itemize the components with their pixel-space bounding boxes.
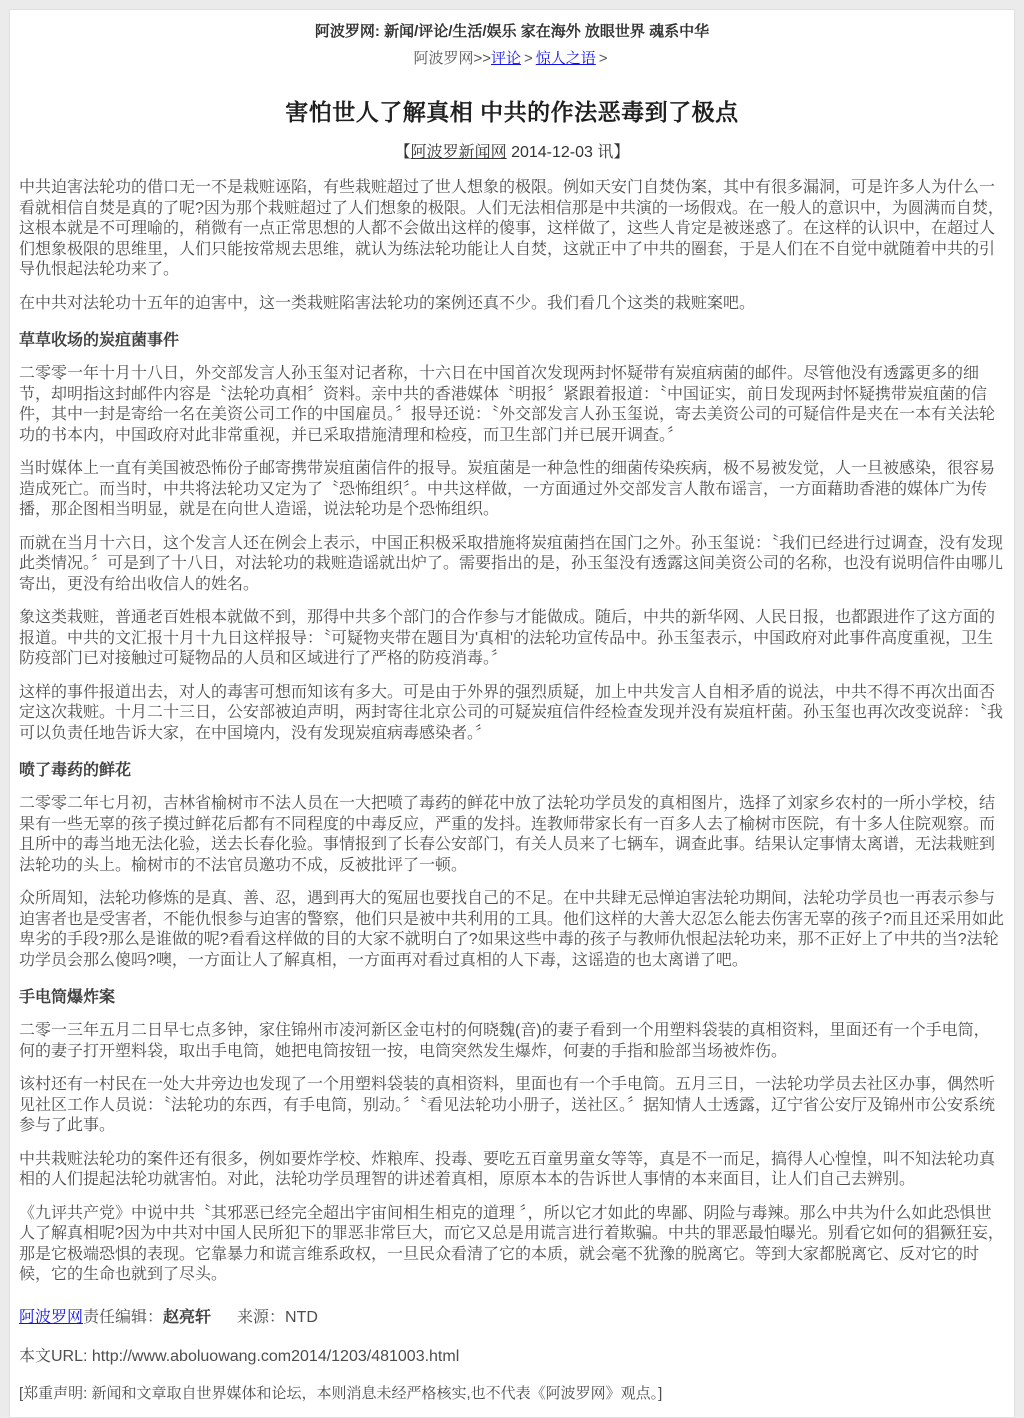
- byline: [19, 139, 1005, 162]
- article-paragraph: 当时媒体上一直有美国被恐怖份子邮寄携带炭疽菌信件的报导。炭疽菌是一种急性的细菌传染疾病，极不易被发觉，人一旦被感染，很容易造成死亡。而当时，中共将法轮功又定为了〝恐怖组织〞。中共这样做，一方面通过外交部发言人散布谣言，一方面藉助香港的媒体广为传播，那企图相当明显，就是在向世人造谣，说法轮功是个恐怖组织。: [19, 460, 996, 518]
- article-paragraph: 《九评共产党》中说中共〝其邪恶已经完全超出宇宙间相生相克的道理 〞，所以它才如此的卑鄙、阴险与毒辣。那么中共为什么如此恐惧世人了解真相呢?因为中共对中国人民所犯下的罪恶非常巨大，而它又总是用谎言进行着欺骗。中共的罪恶最怕曝光。别看它如何的猖獗狂妄，那是它极端恐惧的表现。它靠暴力和谎言维系政权，一旦民众看清了它的本质，就会毫不犹豫的脱离它。等到大家都脱离它、反对它的时候，它的生命也就到了尽头。: [19, 1204, 1004, 1283]
- source-label: 来源：NTD: [237, 1308, 318, 1326]
- breadcrumb-separator: >: [598, 50, 608, 67]
- article-body: [19, 178, 1005, 1286]
- section-heading-flashlight: 手电筒爆炸案: [19, 989, 116, 1006]
- breadcrumb: [19, 47, 1005, 68]
- footer-site-link[interactable]: 阿波罗网: [19, 1308, 84, 1326]
- article-paragraph: 在中共对法轮功十五年的迫害中，这一类栽赃陷害法轮功的案例还真不少。我们看几个这类的栽赃案吧。: [19, 294, 756, 312]
- editor-line: [19, 1304, 1005, 1327]
- byline-source-link[interactable]: 阿波罗新闻网: [410, 144, 507, 161]
- byline-bracket-close: 】: [613, 144, 630, 161]
- disclaimer: [郑重声明: 新闻和文章取自世界媒体和论坛，本则消息未经严格核实,也不代表《阿波罗网》观点。]: [19, 1384, 663, 1402]
- editor-name: 赵亮轩: [163, 1308, 212, 1326]
- breadcrumb-link-category[interactable]: 评论: [490, 50, 521, 67]
- article-paragraph: 众所周知，法轮功修炼的是真、善、忍，遇到再大的冤屈也要找自己的不足。在中共肆无忌惮迫害法轮功期间，法轮功学员也一再表示参与迫害者也是受害者，不能仇恨参与迫害的警察，他们只是被中共利用的工具。他们这样的大善大忍怎么能去伤害无辜的孩子?而且还采用如此卑劣的手段?那么是谁做的呢?看看这样做的目的大家不就明白了?如果这些中毒的孩子与教师仇恨起法轮功来，那不正好上了中共的当?法轮功学员会那么傻吗?噢，一方面让人了解真相，一方面再对看过真相的人下毒，这谣造的也太离谱了吧。: [19, 890, 1004, 969]
- article-url: 本文URL: http://www.aboluowang.com2014/1203/481003.html: [19, 1347, 460, 1365]
- site-title: 阿波罗网: 新闻/评论/生活/娱乐 家在海外 放眼世界 魂系中华: [314, 23, 710, 40]
- article-paragraph: 这样的事件报道出去，对人的毒害可想而知该有多大。可是由于外界的强烈质疑，加上中共发言人自相矛盾的说法，中共不得不再次出面否定这次栽赃。十月二十三日，公安部被迫声明，两封寄往北京公司的可疑炭疽信件经检查发现并没有炭疽杆菌。孙玉玺也再次改变说辞：〝我可以负责任地告诉大家，在中国境内，没有发现炭疽病毒感染者。〞: [19, 683, 1004, 742]
- section-heading-flowers: 喷了毒药的鲜花: [19, 762, 132, 779]
- editor-label: 责任编辑：: [83, 1308, 164, 1326]
- article-paragraph: 二零零一年十月十八日，外交部发言人孙玉玺对记者称，十六日在中国首次发现两封怀疑带有炭疽病菌的邮件。尽管他没有透露更多的细节，却明指这封邮件内容是〝法轮功真相〞资料。亲中共的香港媒体〝明报〞紧跟着报道：〝中国证实，前日发现两封怀疑携带炭疽菌的信件，其中一封是寄给一名在美资公司工作的中国雇员。〞报导还说：〝外交部发言人孙玉玺说，寄去美资公司的可疑信件是夹在一本有关法轮功的书本内，中国政府对此非常重视，并已采取措施清理和检疫，而卫生部门并已展开调查。〞: [19, 365, 996, 444]
- article-paragraph: 中共迫害法轮功的借口无一不是栽赃诬陷，有些栽赃超过了世人想象的极限。例如天安门自焚伪案，其中有很多漏洞，可是许多人为什么一看就相信自焚是真的了呢?因为那个栽赃超过了人们想象的极限。人们无法相信那是中共演的一场假戏。在一般人的意识中，为圆满而自焚，这根本就是不可理喻的，稍微有一点正常思想的人都不会做出这样的傻事，这样做了，这些人肯定是被迷惑了。在这样的认识中，在超过人们想象极限的思维里，人们只能按常规去思维，就认为练法轮功能让人自焚，这就正中了中共的圈套，于是人们在不自觉中就随着中共的引导仇恨起法轮功来了。: [19, 179, 1004, 278]
- article-paragraph: 而就在当月十六日，这个发言人还在例会上表示，中国正积极采取措施将炭疽菌挡在国门之外。孙玉玺说：〝我们已经进行过调查，没有发现此类情况。〞可是到了十八日，对法轮功的栽赃造谣就出炉了。需要指出的是，孙玉玺没有透露这间美资公司的名称，也没有说明信件由哪儿寄出，更没有给出收信人的姓名。: [19, 534, 1004, 593]
- article-paragraph: 二零一三年五月二日早七点多钟，家住锦州市凌河新区金屯村的何晓魏(音)的妻子看到一个用塑料袋装的真相资料，里面还有一个手电筒，何的妻子打开塑料袋，取出手电筒，她把电筒按钮一按，电筒突然发生爆炸，何妻的手指和脸部当场被炸伤。: [19, 1022, 990, 1060]
- article-paragraph: 二零零二年七月初，吉林省榆树市不法人员在一大把喷了毒药的鲜花中放了法轮功学员发的真相图片，选择了刘家乡农村的一所小学校，结果有一些无辜的孩子摸过鲜花后都有不同程度的中毒反应，严重的发抖。连教师带家长有一百多人去了榆树市医院，有十多人住院观察。而且所中的毒当地无法化验，送去长春化验。事情报到了长春公安部门，有关人员来了七辆车，调查此事。结果认定事情太离谱，无法栽赃到法轮功的头上。榆树市的不法官员邀功不成，反被批评了一顿。: [19, 795, 996, 874]
- article-paragraph: 象这类栽赃，普通老百姓根本就做不到，那得中共多个部门的合作参与才能做成。随后，中共的新华网、人民日报，也都跟进作了这方面的报道。中共的文汇报十月十九日这样报导：〝可疑物夹带在题目为'真相'的法轮功宣传品中。孙玉玺表示，中国政府对此事件高度重视，卫生防疫部门已对接触过可疑物品的人员和区域进行了严格的防疫消毒。〞: [19, 609, 996, 667]
- byline-date: 2014-12-03 讯: [506, 144, 614, 161]
- breadcrumb-link-subcategory[interactable]: 惊人之语: [535, 50, 596, 67]
- breadcrumb-root: 阿波罗网>>: [413, 50, 491, 67]
- article-title: 害怕世人了解真相 中共的作法恶毒到了极点: [285, 99, 739, 125]
- article-paragraph: 该村还有一村民在一处大井旁边也发现了一个用塑料袋装的真相资料，里面也有一个手电筒。五月三日，一法轮功学员去社区办事，偶然听见社区工作人员说：〝法轮功的东西，有手电筒，别动。〞〝看见法轮功小册子，送社区。〞据知情人士透露，辽宁省公安厅及锦州市公安系统参与了此事。: [19, 1076, 996, 1134]
- breadcrumb-separator: >: [524, 50, 533, 67]
- content-area: [9, 9, 1015, 1418]
- byline-bracket-open: 【: [394, 144, 411, 161]
- article-paragraph: 中共栽赃法轮功的案件还有很多，例如要炸学校、炸粮库、投毒、要吃五百童男童女等等，真是不一而足，搞得人心惶惶，叫不知法轮功真相的人们提起法轮功就害怕。对此，法轮功学员理智的讲述着真相，原原本本的告诉世人事情的本来面目，让人们自己去辨别。: [19, 1150, 996, 1188]
- section-heading-anthrax: 草草收场的炭疽菌事件: [19, 332, 180, 349]
